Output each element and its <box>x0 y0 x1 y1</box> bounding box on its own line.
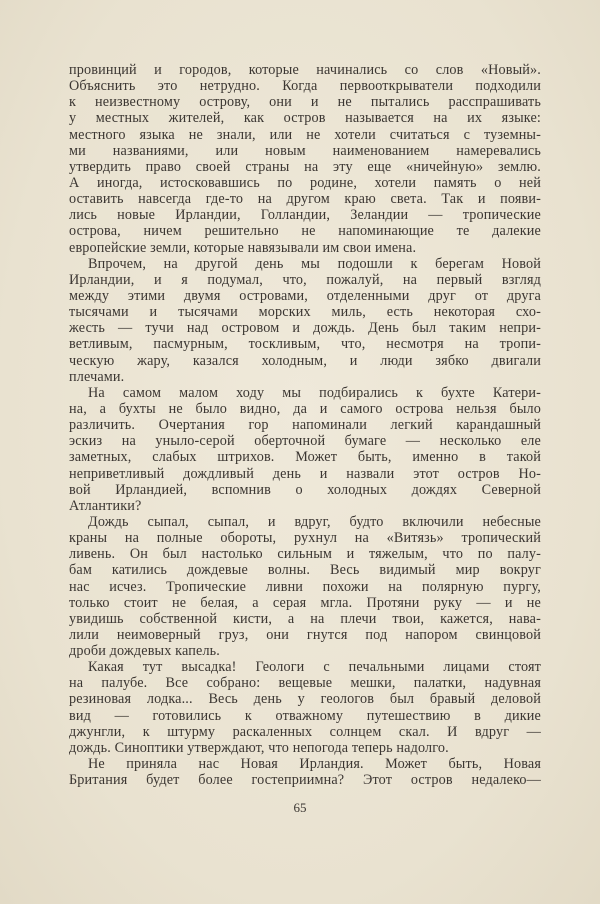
text-line: на, а бухты не было видно, да и самого острова нельзя было <box>69 400 541 417</box>
text-line: эскиз на уныло-серой оберточной бумаге — несколько еле <box>69 433 541 450</box>
text-line: вой Ирландией, вспомнив о холодных дождях Северной <box>69 481 541 498</box>
text-line: На самом малом ходу мы подбирались к бухте Катери- <box>88 384 541 401</box>
paragraph <box>69 659 541 756</box>
text-line: ливень. Он был настолько сильным и тяжелым, что по палу- <box>69 546 541 563</box>
text-line: у местных жителей, как остров называется на их языке: <box>69 110 541 127</box>
text-line: Атлантики? <box>69 497 142 514</box>
text-line: острова, ничем решительно не напоминающие те далекие <box>69 223 541 240</box>
paragraph <box>69 62 541 256</box>
text-line: различить. Очертания гор напоминали легкий карандашный <box>69 417 541 434</box>
text-line: ческую жару, казался холодным, и люди зябко двигали <box>69 352 541 369</box>
text-line: Британия будет более гостеприимна? Этот остров недалеко— <box>69 772 541 789</box>
text-line: Ирландии, и я подумал, что, пожалуй, на первый взгляд <box>69 271 541 288</box>
text-line: лили неимоверный груз, они гнутся под напором свинцовой <box>69 626 541 643</box>
text-line: резиновая лодка... Весь день у геологов был бравый деловой <box>69 691 541 708</box>
text-line: Впрочем, на другой день мы подошли к берегам Новой <box>88 255 541 272</box>
paragraph <box>69 385 541 514</box>
paragraph <box>69 256 541 385</box>
text-line: краны на полные обороты, рухнул на «Витязь» тропический <box>69 530 541 547</box>
page-number: 65 <box>293 800 307 815</box>
text-line: плечами. <box>69 368 125 385</box>
text-line: нас исчез. Тропические ливни похожи на полярную пургу, <box>69 578 541 595</box>
text-line: заметных, слабых штрихов. Может быть, именно в такой <box>69 449 541 466</box>
text-line: местного языка не знали, или не хотели считаться с туземны- <box>69 126 541 143</box>
text-line: лись новые Ирландии, Голландии, Зеландии — тропические <box>69 207 541 224</box>
paragraph <box>69 756 541 788</box>
text-line: к неизвестному острову, они и не пытались расспрашивать <box>69 94 541 111</box>
text-line: А иногда, истосковавшись по родине, хотели память о ней <box>69 174 541 191</box>
text-line: Какая тут высадка! Геологи с печальными лицами стоят <box>88 659 541 676</box>
text-line: Не приняла нас Новая Ирландия. Может быть, Новая <box>88 756 541 773</box>
text-line: на палубе. Все собрано: вещевые мешки, палатки, надувная <box>69 675 541 692</box>
text-line: ветливым, пасмурным, тоскливым, что, несмотря на тропи- <box>69 336 541 353</box>
text-line: бам катились дождевые волны. Весь видимый мир вокруг <box>69 562 541 579</box>
text-line: вид — готовились к отважному путешествию в дикие <box>69 707 541 724</box>
text-line: утвердить право своей страны на эту еще «ничейную» землю. <box>69 158 541 175</box>
text-line: тысячами и тысячами морских миль, есть некоторая схо- <box>69 304 541 321</box>
body-text <box>69 62 541 788</box>
text-line: дроби дождевых капель. <box>69 643 220 660</box>
text-line: жесть — тучи над островом и дождь. День был таким непри- <box>69 320 541 337</box>
text-line: увидишь собственной кисти, а на плечи твои, кажется, нава- <box>69 610 541 627</box>
text-line: европейские земли, которые навязывали им свои имена. <box>69 239 417 256</box>
paragraph <box>69 514 541 659</box>
text-line: Дождь сыпал, сыпал, и вдруг, будто включили небесные <box>88 513 541 530</box>
text-line: только стоит не белая, а серая мгла. Протяни руку — и не <box>69 594 541 611</box>
text-line: ми названиями, или новым наименованием намеревались <box>69 142 541 159</box>
text-line: между этими двумя островами, отделенными друг от друга <box>69 287 541 304</box>
text-line: Объяснить это нетрудно. Когда первооткрыватели подходили <box>69 78 541 95</box>
text-line: джунгли, к штурму раскаленных солнцем скал. И вдруг — <box>69 723 541 740</box>
text-line: оставить навсегда где-то на другом краю света. Так и появи- <box>69 191 541 208</box>
text-line: дождь. Синоптики утверждают, что непогода теперь надолго. <box>69 739 449 756</box>
text-line: провинций и городов, которые начинались со слов «Новый». <box>69 62 541 78</box>
text-line: неприветливый дождливый день и назвали этот остров Но- <box>69 465 541 482</box>
